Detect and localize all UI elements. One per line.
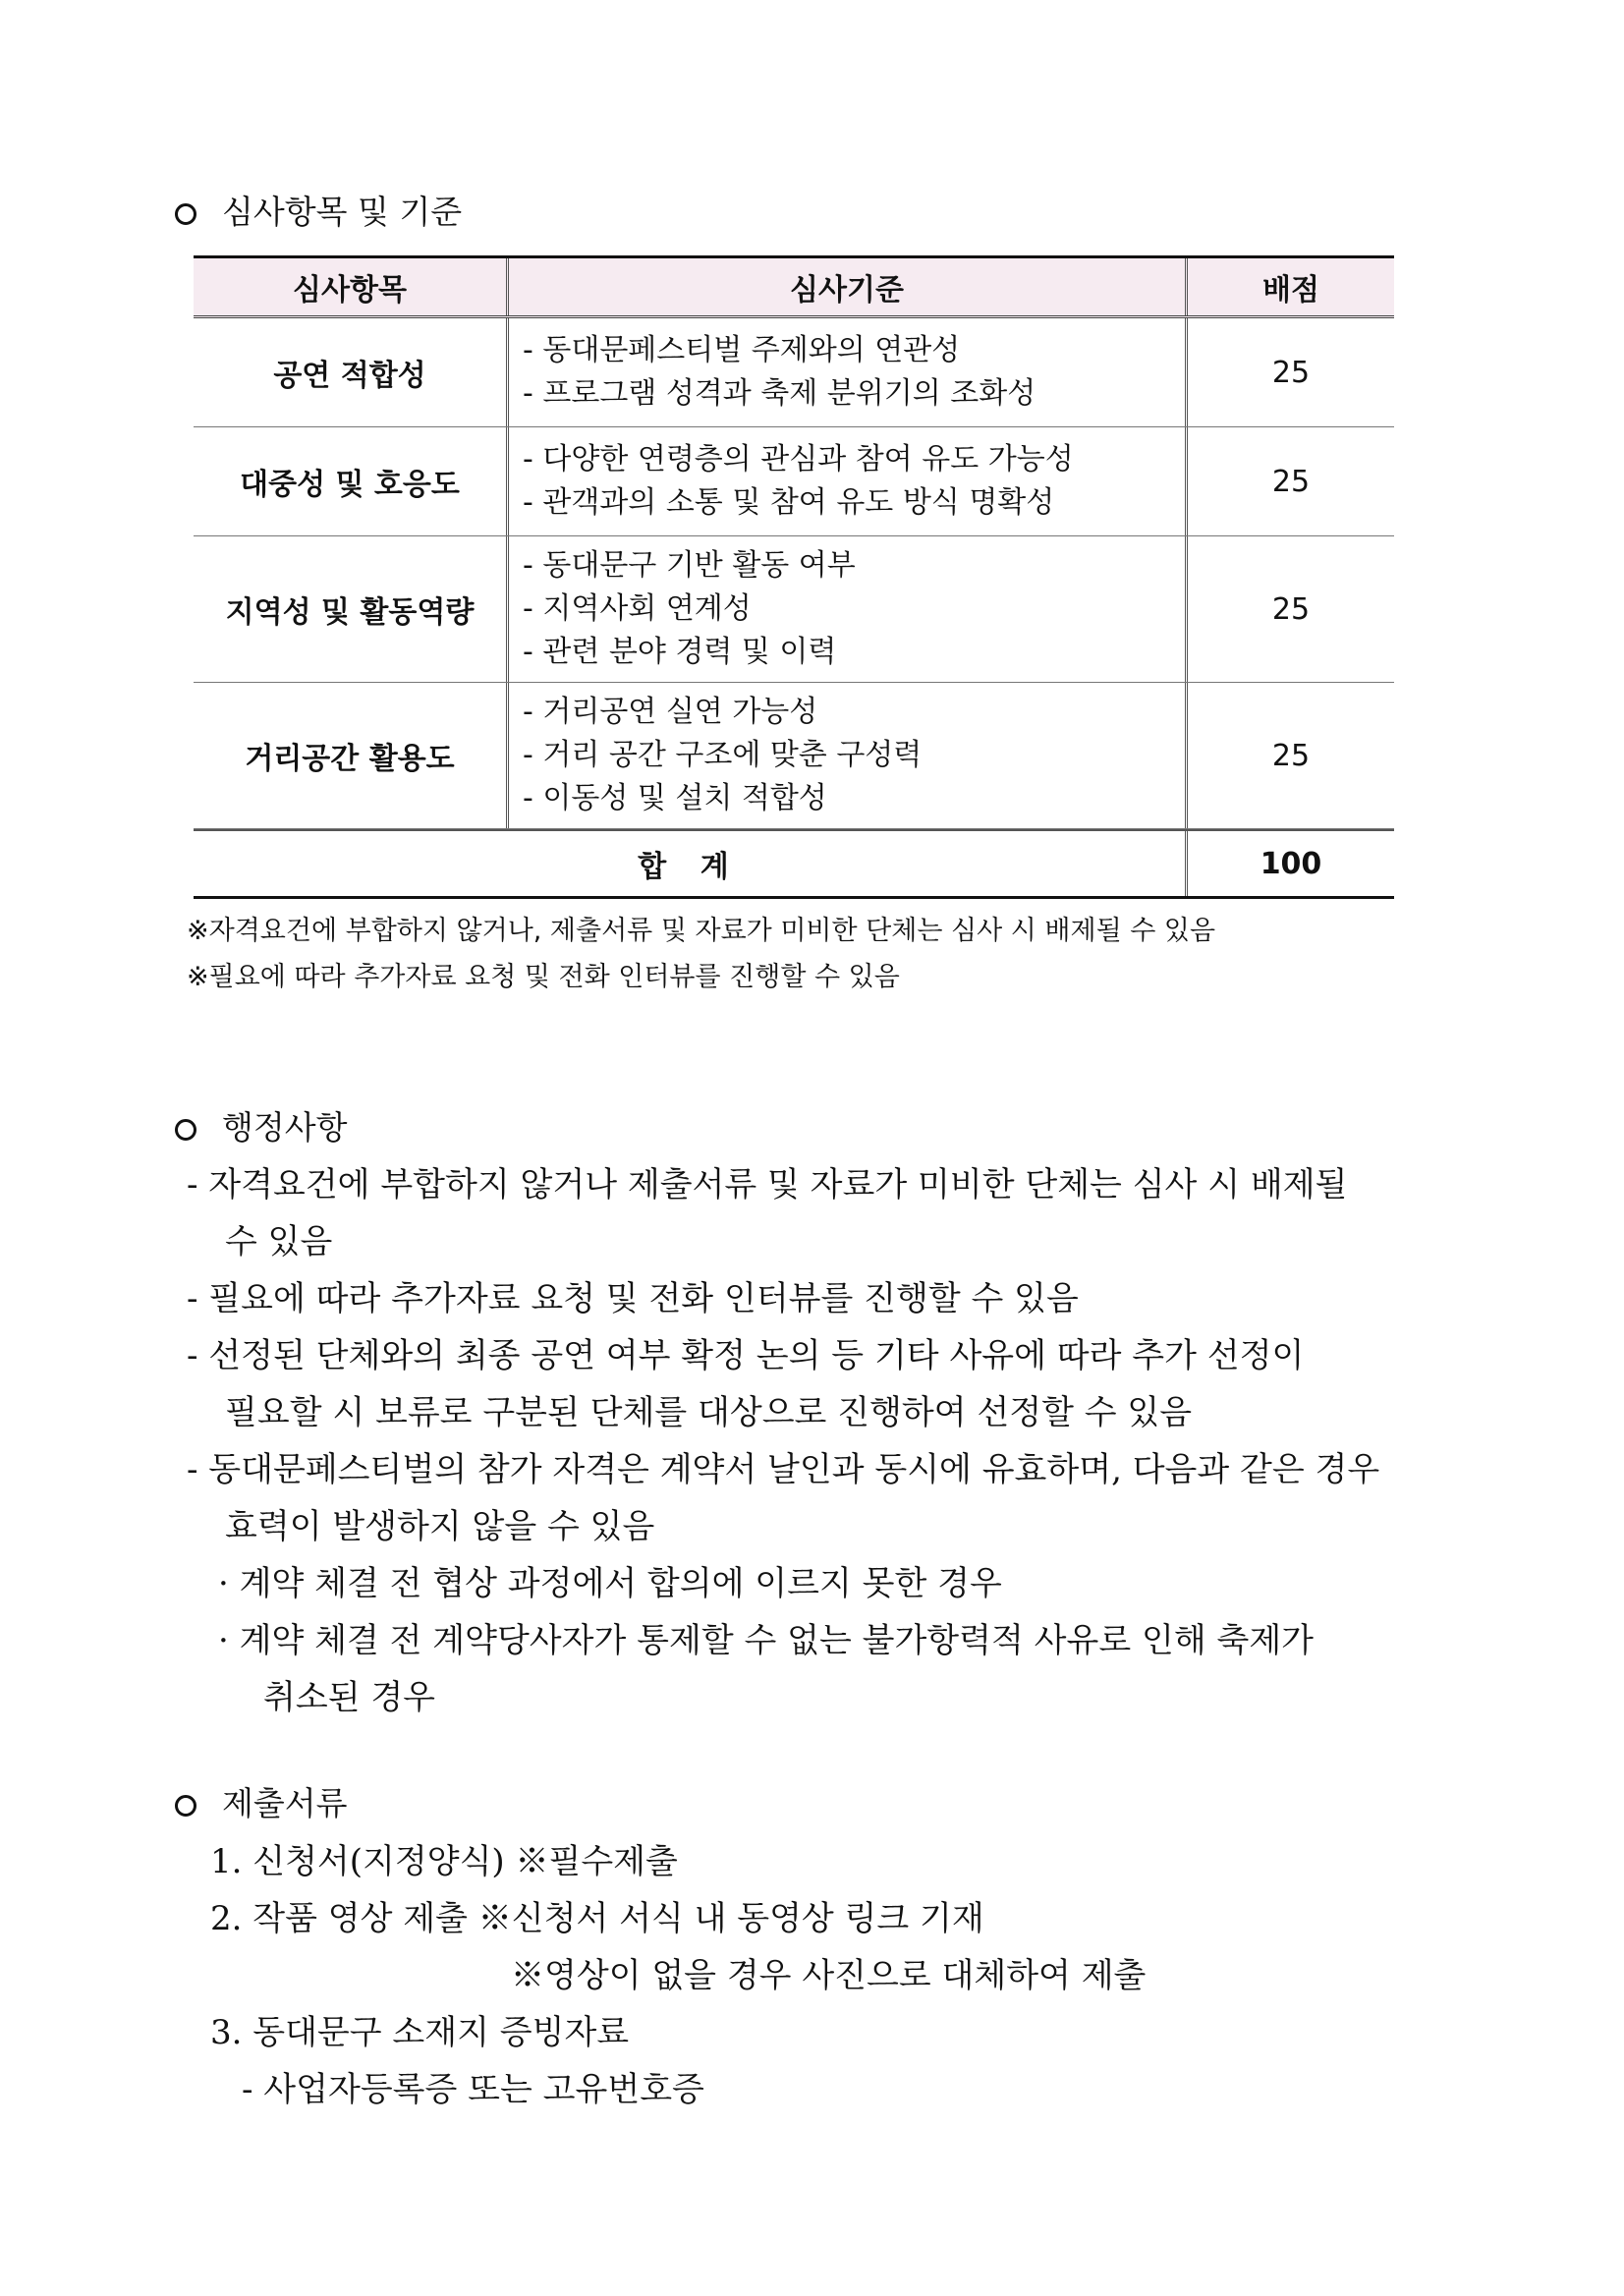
total-label: 합 계: [638, 850, 741, 884]
evaluation-table: [194, 255, 1394, 899]
document-subitem: - 사업자등록증 또는 고유번호증: [242, 2070, 704, 2109]
row-score: 25: [1271, 464, 1311, 499]
row-category: 대중성 및 호응도: [240, 468, 460, 502]
row-category: 지역성 및 활동역량: [225, 595, 475, 630]
table-header-row: [194, 258, 1394, 318]
section-heading-admin: 행정사항: [175, 1108, 348, 1148]
admin-item: - 자격요건에 부합하지 않거나 제출서류 및 자료가 미비한 단체는 심사 시 배제될: [187, 1165, 1348, 1204]
header-score: 배점: [1262, 273, 1319, 308]
header-criteria: 심사기준: [790, 273, 904, 308]
admin-item: - 선정된 단체와의 최종 공연 여부 확정 논의 등 기타 사유에 따라 추가 선정이: [187, 1336, 1305, 1375]
document-item: 2. 작품 영상 제출 ※신청서 서식 내 동영상 링크 기재: [210, 1899, 984, 1938]
section-heading-criteria: 심사항목 및 기준: [175, 193, 462, 232]
admin-subitem: · 계약 체결 전 계약당사자가 통제할 수 없는 불가항력적 사유로 인해 축제가: [218, 1621, 1315, 1660]
admin-item-continued: 수 있음: [225, 1222, 333, 1261]
row-score: 25: [1271, 591, 1311, 627]
table-note: ※필요에 따라 추가자료 요청 및 전화 인터뷰를 진행할 수 있음: [187, 962, 900, 992]
circle-bullet-icon: [175, 1795, 196, 1817]
table-total-row: [194, 829, 1394, 896]
row-criteria: - 거리공연 실연 가능성 - 거리 공간 구조에 맞춘 구성력 - 이동성 및 설치 적합성: [509, 683, 1188, 828]
admin-item-continued: 효력이 발생하지 않을 수 있음: [225, 1507, 655, 1546]
table-note: ※자격요건에 부합하지 않거나, 제출서류 및 자료가 미비한 단체는 심사 시 배제될 수 있음: [187, 916, 1216, 946]
row-category: 공연 적합성: [273, 359, 426, 393]
table-row: [194, 427, 1394, 536]
admin-subitem-continued: 취소된 경우: [263, 1678, 436, 1717]
header-category: 심사항목: [293, 273, 407, 308]
circle-bullet-icon: [175, 1119, 196, 1141]
row-score: 25: [1271, 738, 1311, 773]
table-row: [194, 536, 1394, 683]
section-heading-documents: 제출서류: [175, 1784, 348, 1823]
row-category: 거리공간 활용도: [245, 742, 455, 776]
document-item: 3. 동대문구 소재지 증빙자료: [210, 2013, 630, 2052]
total-score: 100: [1260, 846, 1322, 881]
row-criteria: - 동대문페스티벌 주제와의 연관성 - 프로그램 성격과 축제 분위기의 조화성: [509, 318, 1188, 426]
table-row: [194, 683, 1394, 829]
row-criteria: - 다양한 연령층의 관심과 참여 유도 가능성 - 관객과의 소통 및 참여 유도 방식 명확성: [509, 427, 1188, 535]
admin-item: - 필요에 따라 추가자료 요청 및 전화 인터뷰를 진행할 수 있음: [187, 1279, 1079, 1318]
admin-subitem: · 계약 체결 전 협상 과정에서 합의에 이르지 못한 경우: [218, 1564, 1002, 1603]
document-item-note: ※영상이 없을 경우 사진으로 대체하여 제출: [511, 1956, 1147, 1995]
circle-bullet-icon: [175, 203, 196, 225]
row-criteria: - 동대문구 기반 활동 여부 - 지역사회 연계성 - 관련 분야 경력 및 이력: [509, 536, 1188, 682]
table-row: [194, 318, 1394, 427]
row-score: 25: [1271, 355, 1311, 390]
document-item: 1. 신청서(지정양식) ※필수제출: [210, 1842, 678, 1881]
admin-item: - 동대문페스티벌의 참가 자격은 계약서 날인과 동시에 유효하며, 다음과 같은 경우: [187, 1450, 1380, 1489]
admin-item-continued: 필요할 시 보류로 구분된 단체를 대상으로 진행하여 선정할 수 있음: [225, 1393, 1193, 1432]
